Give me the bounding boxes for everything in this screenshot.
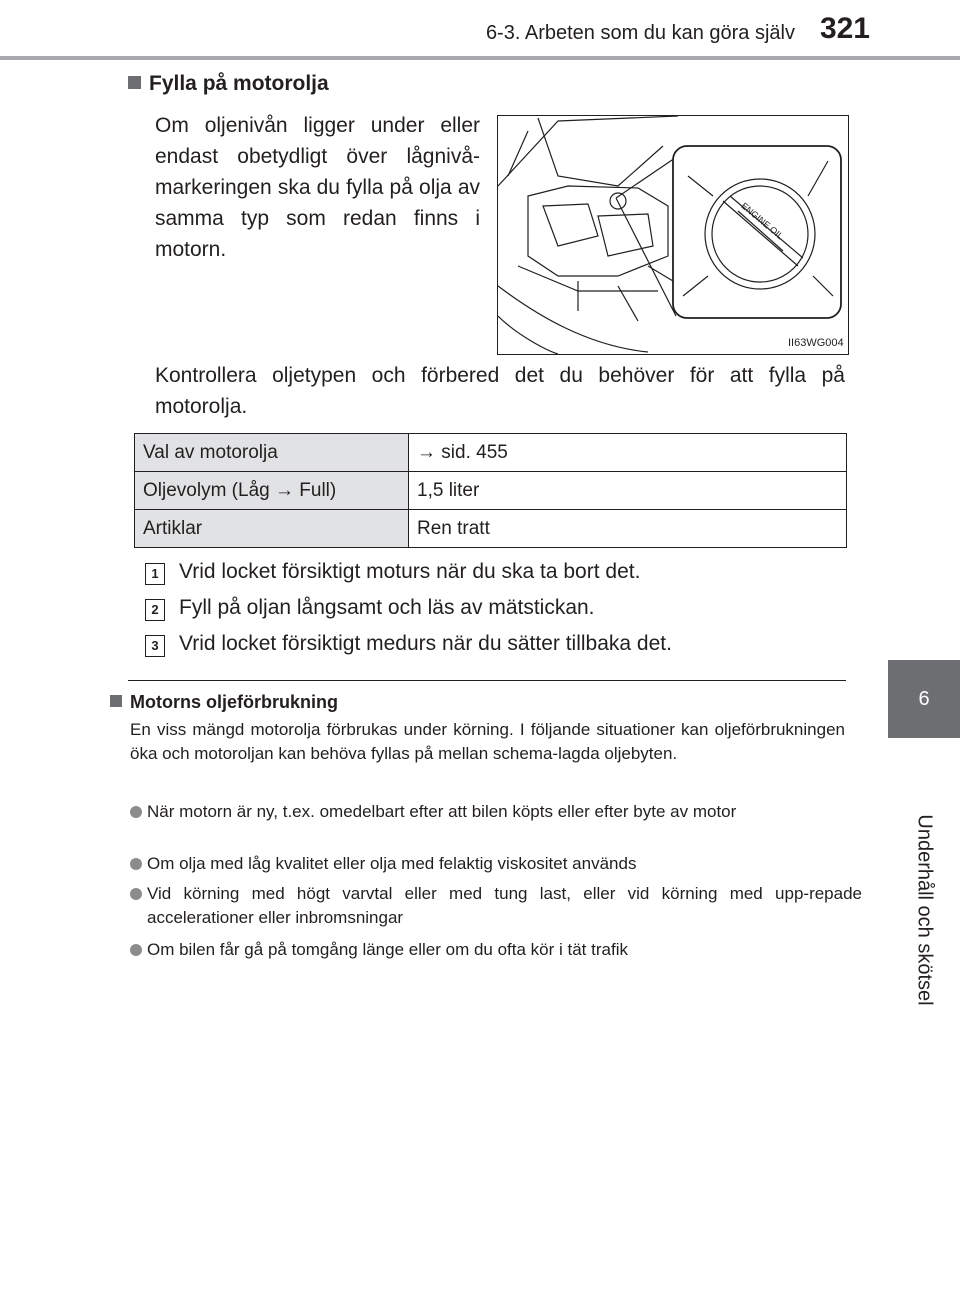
section-heading	[128, 72, 329, 96]
bullet-dot-icon	[130, 888, 142, 900]
step-number-badge: 2	[145, 599, 165, 621]
step-text: Vrid locket försiktigt moturs när du ska ta bort det.	[179, 560, 641, 583]
step-number-badge: 1	[145, 563, 165, 585]
table-row	[135, 434, 847, 472]
step-text: Vrid locket försiktigt medurs när du sätter tillbaka det.	[179, 632, 672, 655]
step-text: Fyll på oljan långsamt och läs av mätstickan.	[179, 596, 595, 619]
section-title: 6-3. Arbeten som du kan göra själv	[485, 22, 795, 44]
chapter-number-tab: 6	[888, 660, 960, 738]
table-cell-label: Oljevolym (Låg → Full)	[135, 472, 409, 510]
list-item	[130, 938, 862, 962]
table-row	[135, 472, 847, 510]
intro-paragraph: Om oljenivån ligger under eller endast obetydligt över lågnivå-markeringen ska du fylla på olja av samma typ som redan finns i motorn.	[155, 114, 480, 261]
step-1	[145, 560, 640, 585]
chapter-label: Underhåll och skötsel	[913, 814, 936, 1006]
square-bullet-icon	[110, 695, 122, 707]
section-heading-text: Fylla på motorolja	[149, 72, 329, 95]
list-item-text: Om olja med låg kvalitet eller olja med felaktig viskositet används	[147, 854, 637, 873]
consumption-paragraph: En viss mängd motorolja förbrukas under körning. I följande situationer kan oljeförbrukningen öka och motoroljan kan behöva fyllas på mellan schema-lagda oljebyten.	[130, 720, 845, 763]
list-item-text: Om bilen får gå på tomgång länge eller om du ofta kör i tät trafik	[147, 940, 628, 959]
bullet-dot-icon	[130, 806, 142, 818]
check-paragraph: Kontrollera oljetypen och förbered det du behöver för att fylla på motorolja.	[155, 364, 845, 418]
table-cell-label: Val av motorolja	[135, 434, 409, 472]
step-3	[145, 632, 672, 657]
oil-spec-table	[134, 433, 847, 548]
header-rule	[0, 56, 960, 60]
list-item	[130, 800, 862, 824]
table-row	[135, 510, 847, 548]
step-number-badge: 3	[145, 635, 165, 657]
engine-bay-illustration	[498, 116, 848, 354]
bullet-dot-icon	[130, 944, 142, 956]
engine-oil-cap-figure	[497, 115, 849, 355]
table-cell-value: → sid. 455	[409, 434, 847, 472]
step-2	[145, 596, 595, 621]
table-cell-value: Ren tratt	[409, 510, 847, 548]
list-item	[130, 852, 862, 876]
table-cell-value: 1,5 liter	[409, 472, 847, 510]
consumption-heading-text: Motorns oljeförbrukning	[130, 692, 338, 712]
square-bullet-icon	[128, 76, 141, 89]
page-number: 321	[819, 12, 870, 45]
figure-code: II63WG004	[788, 337, 844, 349]
bullet-dot-icon	[130, 858, 142, 870]
cap-label: ENGINE OIL	[739, 200, 786, 242]
consumption-heading	[110, 692, 338, 713]
section-divider	[128, 680, 846, 681]
list-item-text: Vid körning med högt varvtal eller med tung last, eller vid körning med upp-repade accelerationer eller inbromsningar	[147, 884, 862, 927]
table-cell-label: Artiklar	[135, 510, 409, 548]
list-item-text: När motorn är ny, t.ex. omedelbart efter att bilen köpts eller efter byte av motor	[147, 802, 737, 821]
list-item	[130, 882, 862, 930]
